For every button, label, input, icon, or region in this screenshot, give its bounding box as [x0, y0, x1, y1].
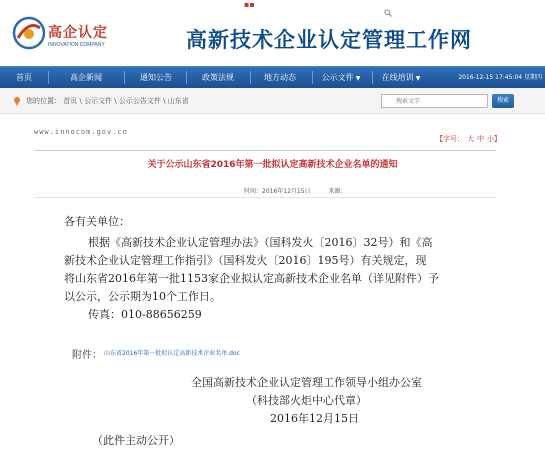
- font-size-end: 】: [494, 135, 501, 143]
- paragraph-line: 以公示，公示期为10个工作日。: [64, 290, 221, 303]
- signature-org: 全国高新技术企业认定管理工作领导小组办公室: [191, 376, 422, 389]
- nav-item-publicity-label: 公示文件: [321, 73, 354, 82]
- font-size-switcher: [436, 134, 501, 144]
- logo-text: 高企认定: [48, 25, 108, 41]
- nav-item-training[interactable]: [378, 67, 424, 88]
- meta-time: 2016年12月15日: [262, 188, 311, 195]
- logo-subtext: INNOVATION COMPANY: [48, 42, 105, 48]
- nav-divider: [124, 71, 125, 84]
- nav-item-local[interactable]: 地方动态: [264, 73, 296, 82]
- divider: [34, 197, 496, 198]
- nav-divider: [186, 71, 187, 84]
- meta-time-label: 时间：: [244, 188, 263, 195]
- divider: [34, 150, 496, 151]
- font-size-label: 【字号：: [436, 135, 464, 143]
- breadcrumb-province[interactable]: 山东省: [167, 97, 189, 105]
- chevron-down-icon: ▼: [355, 75, 361, 82]
- site-url: www.innocom.gov.cn: [34, 128, 128, 136]
- breadcrumb-separator: \: [79, 97, 82, 105]
- nav-item-home[interactable]: 首页: [16, 73, 32, 82]
- nav-item-policies[interactable]: 政策法规: [202, 73, 234, 82]
- paragraph-line: 将山东省2016年第一批1153家企业拟认定高新技术企业名单（详见附件）予: [64, 272, 439, 285]
- nav-divider: [48, 71, 49, 84]
- breadcrumb-separator: \: [163, 97, 166, 105]
- nav-item-publicity[interactable]: [318, 67, 364, 88]
- site-header: [0, 0, 545, 66]
- font-size-large[interactable]: 大: [467, 135, 474, 143]
- breadcrumb-publicity[interactable]: 公示文件: [84, 97, 113, 105]
- footnote: （此件主动公开）: [92, 434, 180, 447]
- signature-date: 2016年12月15日: [270, 412, 359, 425]
- main-nav: [0, 66, 545, 88]
- search-button[interactable]: 搜索: [492, 94, 514, 108]
- nav-item-news[interactable]: 高企新闻: [70, 73, 102, 82]
- breadcrumb: [26, 88, 189, 114]
- nav-divider: [312, 71, 313, 84]
- breadcrumb-bar: [0, 88, 545, 114]
- meta-source-label: 来源：: [328, 188, 347, 195]
- site-logo[interactable]: [12, 16, 122, 54]
- breadcrumb-separator: \: [114, 97, 117, 105]
- breadcrumb-home[interactable]: 首页: [63, 97, 78, 105]
- article-title: 关于公示山东省2016年第一批拟认定高新技术企业名单的通知: [147, 160, 398, 170]
- nav-divider: [250, 71, 251, 84]
- paragraph-line: 根据《高新技术企业认定管理办法》（国科发火〔2016〕32号）和《高: [88, 236, 433, 249]
- attachment-label: 附件：: [72, 350, 102, 361]
- font-size-medium[interactable]: 中: [477, 135, 484, 143]
- fax-line: 传真：010-88656259: [88, 308, 202, 321]
- breadcrumb-announcements[interactable]: 公示公告文件: [118, 97, 161, 105]
- search-icon: [384, 9, 392, 17]
- nav-item-notices[interactable]: 通知公告: [140, 73, 172, 82]
- nav-item-training-label: 在线培训: [381, 73, 414, 82]
- article-meta: [244, 186, 347, 195]
- font-size-small[interactable]: 小: [487, 135, 494, 143]
- location-pin-icon: [12, 96, 22, 106]
- site-title: 高新技术企业认定管理工作网: [186, 28, 472, 52]
- salutation: 各有关单位：: [64, 215, 130, 228]
- top-decoration: ▪▪: [244, 0, 255, 9]
- chevron-down-icon: ▼: [415, 75, 421, 82]
- search-input[interactable]: [381, 94, 488, 108]
- paragraph-line: 新技术企业认定管理工作指引》（国科发火〔2016〕195号）有关规定，现: [64, 254, 427, 267]
- current-datetime: 2016-12-15 17:45:04 星期四: [458, 74, 542, 81]
- logo-emblem-icon: [12, 16, 46, 50]
- attachment-link[interactable]: 山东省2016年第一批拟认定高新技术企业名单.doc: [104, 350, 240, 357]
- signature-seal: （科技部火炬中心代章）: [246, 394, 367, 407]
- nav-divider: [372, 71, 373, 84]
- breadcrumb-prefix: 您的位置：: [26, 97, 61, 105]
